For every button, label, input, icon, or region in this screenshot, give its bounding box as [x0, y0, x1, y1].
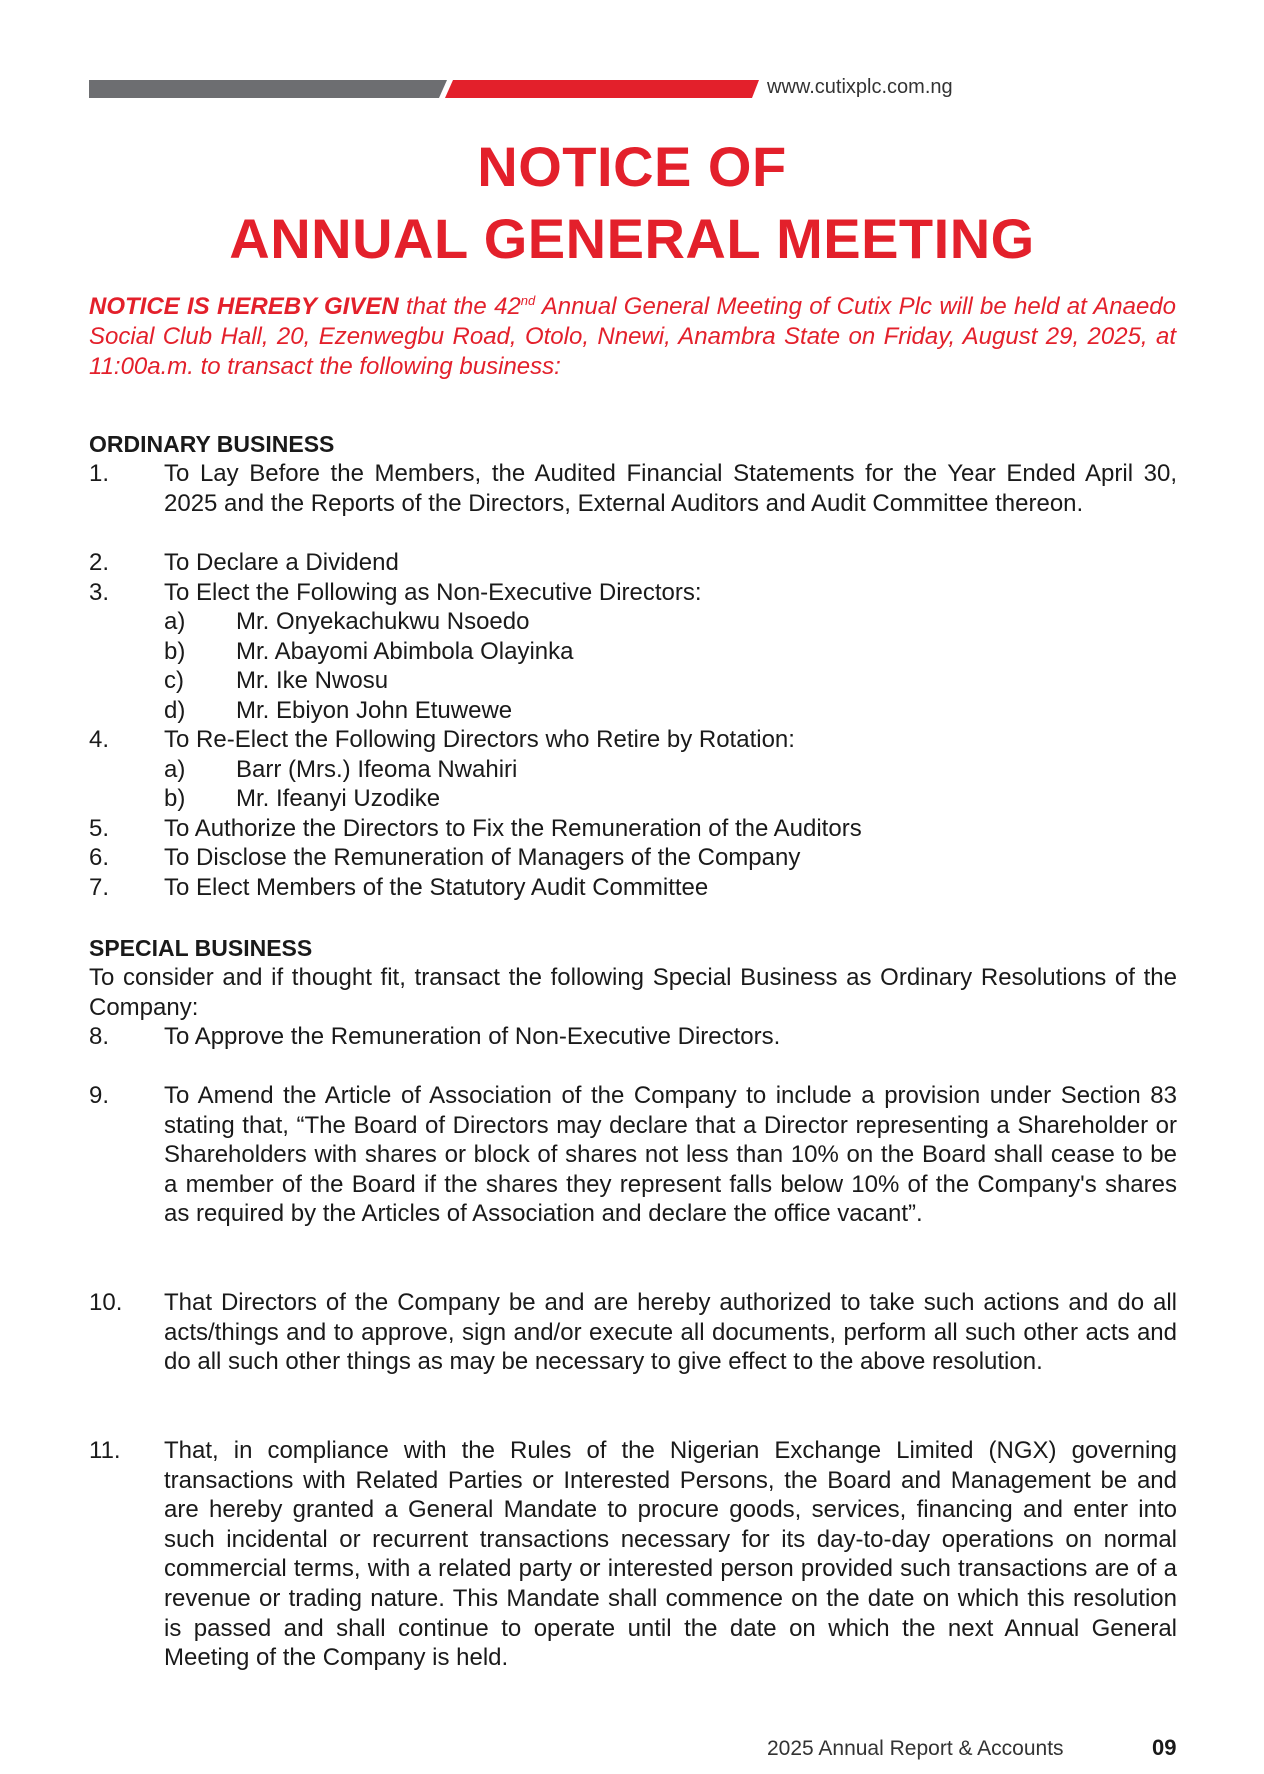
- item-number: 10.: [89, 1289, 123, 1316]
- sub-item-letter: a): [164, 608, 186, 635]
- item-text: To Authorize the Directors to Fix the Remuneration of the Auditors: [164, 815, 862, 842]
- item-text: To Re-Elect the Following Directors who Retire by Rotation:: [164, 726, 795, 753]
- sub-item-letter: b): [164, 638, 186, 665]
- sub-item-letter: a): [164, 756, 186, 783]
- item-number: 2.: [89, 549, 110, 576]
- sub-item-letter: c): [164, 667, 184, 694]
- website-url: www.cutixplc.com.ng: [767, 76, 953, 98]
- header-decorative-bar: [89, 80, 759, 98]
- item-text: That, in compliance with the Rules of the Nigerian Exchange Limited (NGX) governing transactions with Related Parties or Interested Persons, the Board and Management be and are hereby granted a General Mandate to procure goods, services, financing and enter into such incidental or recurrent transactions necessary for its day-to-day operations on normal commercial terms, with a related party or interested person provided such transactions are of a revenue or trading nature. This Mandate shall commence on the date on which this resolution is passed and shall continue to operate until the date on which the next Annual General Meeting of the Company is held.: [164, 1437, 1177, 1672]
- sub-item-letter: d): [164, 697, 186, 724]
- item-number: 8.: [89, 1023, 110, 1050]
- item-number: 5.: [89, 815, 110, 842]
- notice-lead: NOTICE IS HEREBY GIVEN: [89, 293, 399, 320]
- sub-item-text: Mr. Onyekachukwu Nsoedo: [236, 608, 530, 635]
- item-text: To Lay Before the Members, the Audited Financial Statements for the Year Ended April 30, 2025 and the Reports of the Directors, External Auditors and Audit Committee thereon.: [164, 460, 1177, 517]
- page-title-line-2: ANNUAL GENERAL MEETING: [229, 207, 1035, 270]
- sub-item-text: Mr. Ebiyon John Etuwewe: [236, 697, 513, 724]
- item-number: 4.: [89, 726, 110, 753]
- sub-item-text: Mr. Ifeanyi Uzodike: [236, 785, 441, 812]
- item-text: To Declare a Dividend: [164, 549, 399, 576]
- page-title-line-1: NOTICE OF: [477, 135, 787, 198]
- intro-part-1: that the 42: [398, 293, 521, 320]
- item-number: 9.: [89, 1082, 110, 1109]
- item-number: 6.: [89, 844, 110, 871]
- special-business-heading: SPECIAL BUSINESS: [89, 935, 313, 961]
- item-number: 1.: [89, 460, 110, 487]
- item-number: 11.: [89, 1437, 121, 1464]
- item-number: 3.: [89, 579, 110, 606]
- item-text: To Elect the Following as Non-Executive Directors:: [164, 579, 702, 606]
- sub-item-text: Mr. Ike Nwosu: [236, 667, 389, 694]
- sub-item-text: Mr. Abayomi Abimbola Olayinka: [236, 638, 574, 665]
- item-text: To Elect Members of the Statutory Audit Committee: [164, 874, 709, 901]
- item-text: To Approve the Remuneration of Non-Executive Directors.: [164, 1023, 781, 1050]
- ordinary-business-heading: ORDINARY BUSINESS: [89, 431, 335, 457]
- sub-item-text: Barr (Mrs.) Ifeoma Nwahiri: [236, 756, 518, 783]
- page-number: 09: [1152, 1735, 1177, 1760]
- item-text: To Disclose the Remuneration of Managers of the Company: [164, 844, 801, 871]
- item-text: To Amend the Article of Association of the Company to include a provision under Section 83 stating that, “The Board of Directors may declare that a Director representing a Shareholder or Shareholders with shares or block of shares not less than 10% on the Board shall cease to be a member of the Board if the shares they represent falls below 10% of the Company's shares as required by the Articles of Association and declare the office vacant”.: [164, 1082, 1177, 1228]
- sub-item-letter: b): [164, 785, 186, 812]
- intro-part-2: Annual General Meeting of Cutix Plc will be held at Anaedo Social Club Hall, 20, Ezenwegbu Road, Otolo, Nnewi, Anambra State on Friday, August 29, 2025, at 11:00a.m. to transact the following business:: [89, 293, 1176, 380]
- ordinal-suffix: nd: [520, 293, 536, 308]
- item-number: 7.: [89, 874, 110, 901]
- footer-report-label: 2025 Annual Report & Accounts: [767, 1737, 1064, 1760]
- item-text: That Directors of the Company be and are hereby authorized to take such actions and do all acts/things and to approve, sign and/or execute all documents, perform all such other acts and do all such other things as may be necessary to give effect to the above resolution.: [164, 1289, 1177, 1376]
- notice-intro: [89, 292, 1176, 382]
- special-business-intro: To consider and if thought fit, transact the following Special Business as Ordinary Resolutions of the Company:: [89, 964, 1177, 1021]
